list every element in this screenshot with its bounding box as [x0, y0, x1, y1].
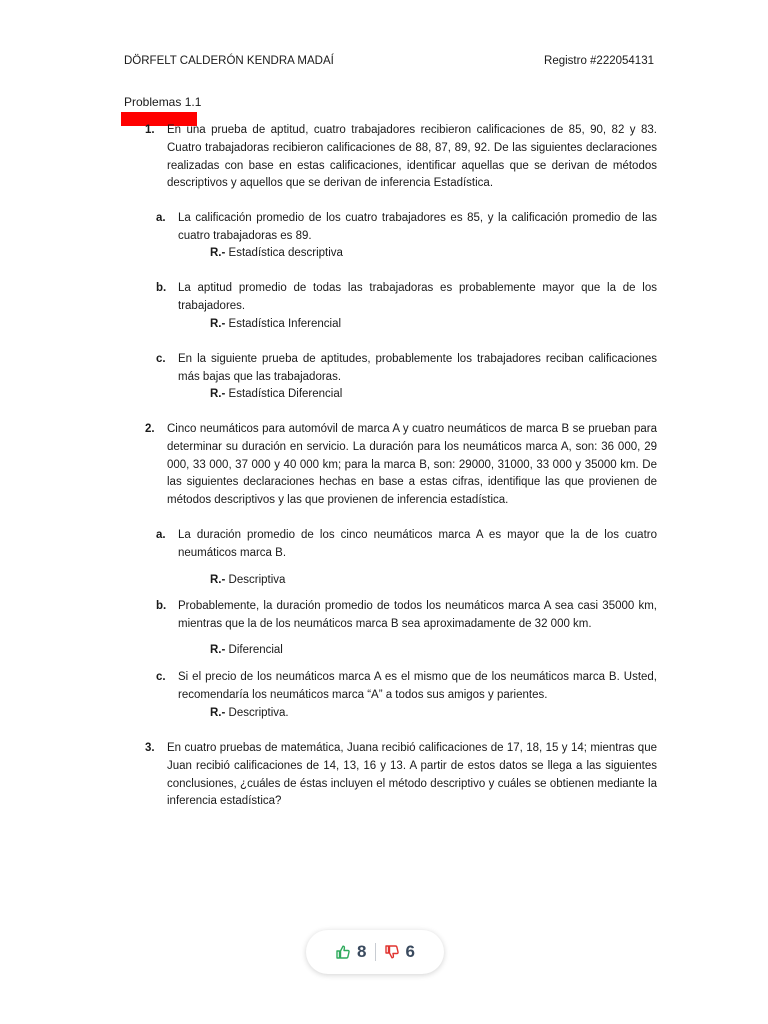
problem-2-item-c — [156, 669, 657, 705]
problem-1-item-c — [156, 351, 657, 387]
answer-text: Estadística descriptiva — [225, 247, 343, 259]
problem-2-answer-b — [210, 642, 283, 660]
item-text: La aptitud promedio de todas las trabajadoras es probablemente mayor que la de los trabajadores. — [178, 282, 657, 312]
problem-text: En una prueba de aptitud, cuatro trabajadores recibieron calificaciones de 85, 90, 82 y 83. Cuatro trabajadoras recibieron calificaciones de 88, 87, 89, 92. De las siguientes declaraciones realizadas con base en estas calificaciones, identificar aquellas que se derivan de métodos descriptivos y aquellos que se derivan de inferencia Estadística. — [167, 124, 657, 190]
item-letter: c. — [156, 353, 166, 365]
problem-2 — [145, 421, 657, 510]
answer-label: R.- — [210, 388, 226, 400]
thumbs-down-icon — [384, 944, 400, 960]
answer-text: Estadística Diferencial — [225, 388, 343, 400]
problem-2-answer-a — [210, 572, 285, 590]
problem-number: 1. — [145, 124, 155, 136]
answer-text: Diferencial — [225, 644, 283, 656]
answer-label: R.- — [210, 644, 226, 656]
upvote-button[interactable] — [335, 942, 366, 962]
problem-1-answer-b — [210, 316, 341, 334]
item-letter: c. — [156, 671, 166, 683]
vote-widget — [306, 930, 444, 974]
section-title: Problemas 1.1 — [124, 95, 202, 109]
answer-text: Descriptiva. — [225, 707, 289, 719]
problem-1 — [145, 122, 657, 193]
downvote-button[interactable] — [384, 942, 415, 962]
downvote-count: 6 — [405, 942, 415, 961]
problem-text: En cuatro pruebas de matemática, Juana recibió calificaciones de 17, 18, 15 y 14; mientras que Juan recibió calificaciones de 14, 13, 16 y 13. A partir de estos datos se llega a las siguientes conclusiones, ¿cuáles de éstas incluyen el método descriptivo y cuáles se obtienen mediante la inferencia estadística? — [167, 742, 657, 808]
item-letter: a. — [156, 212, 166, 224]
problem-2-item-a — [156, 527, 657, 563]
item-letter: b. — [156, 600, 167, 612]
item-text: La duración promedio de los cinco neumáticos marca A es mayor que la de los cuatro neumáticos marca B. — [178, 529, 657, 559]
problem-1-answer-c — [210, 386, 342, 404]
problem-number: 2. — [145, 423, 155, 435]
answer-label: R.- — [210, 707, 226, 719]
author-name: DÖRFELT CALDERÓN KENDRA MADAÍ — [124, 55, 334, 67]
vote-divider — [375, 943, 376, 961]
problem-1-item-a — [156, 210, 657, 246]
item-letter: a. — [156, 529, 166, 541]
item-text: En la siguiente prueba de aptitudes, probablemente los trabajadores reciban calificaciones más bajas que las trabajadoras. — [178, 353, 657, 383]
answer-text: Estadística Inferencial — [225, 318, 342, 330]
problem-text: Cinco neumáticos para automóvil de marca A y cuatro neumáticos de marca B se prueban para determinar su duración en servicio. La duración para los neumáticos marca A, son: 36 000, 29 000, 33 000, 37 000 y 40 000 km; para la marca B, son: 29000, 31000, 33 000 y 35000 km. De las siguientes declaraciones hechas en base a estas cifras, identifique las que provienen de métodos descriptivos y las que provienen de inferencia estadística. — [167, 423, 657, 507]
answer-label: R.- — [210, 247, 226, 259]
problem-2-answer-c — [210, 705, 289, 723]
item-text: Si el precio de los neumáticos marca A es el mismo que de los neumáticos marca B. Usted, recomendaría los neumáticos marca “A” a todos sus amigos y parientes. — [178, 671, 657, 701]
item-text: La calificación promedio de los cuatro trabajadores es 85, y la calificación promedio de las cuatro trabajadoras es 89. — [178, 212, 657, 242]
thumbs-up-icon — [335, 944, 351, 960]
upvote-count: 8 — [357, 942, 367, 961]
problem-3 — [145, 740, 657, 811]
answer-label: R.- — [210, 574, 226, 586]
item-text: Probablemente, la duración promedio de todos los neumáticos marca A sea casi 35000 km, mientras que la de los neumáticos marca B sea aproximadamente de 32 000 km. — [178, 600, 657, 630]
item-letter: b. — [156, 282, 167, 294]
problem-number: 3. — [145, 742, 155, 754]
problem-1-item-b — [156, 280, 657, 316]
problem-2-item-b — [156, 598, 657, 634]
problem-1-answer-a — [210, 245, 343, 263]
document-header — [124, 55, 654, 67]
answer-text: Descriptiva — [225, 574, 286, 586]
registration-number: Registro #222054131 — [544, 55, 654, 67]
answer-label: R.- — [210, 318, 226, 330]
